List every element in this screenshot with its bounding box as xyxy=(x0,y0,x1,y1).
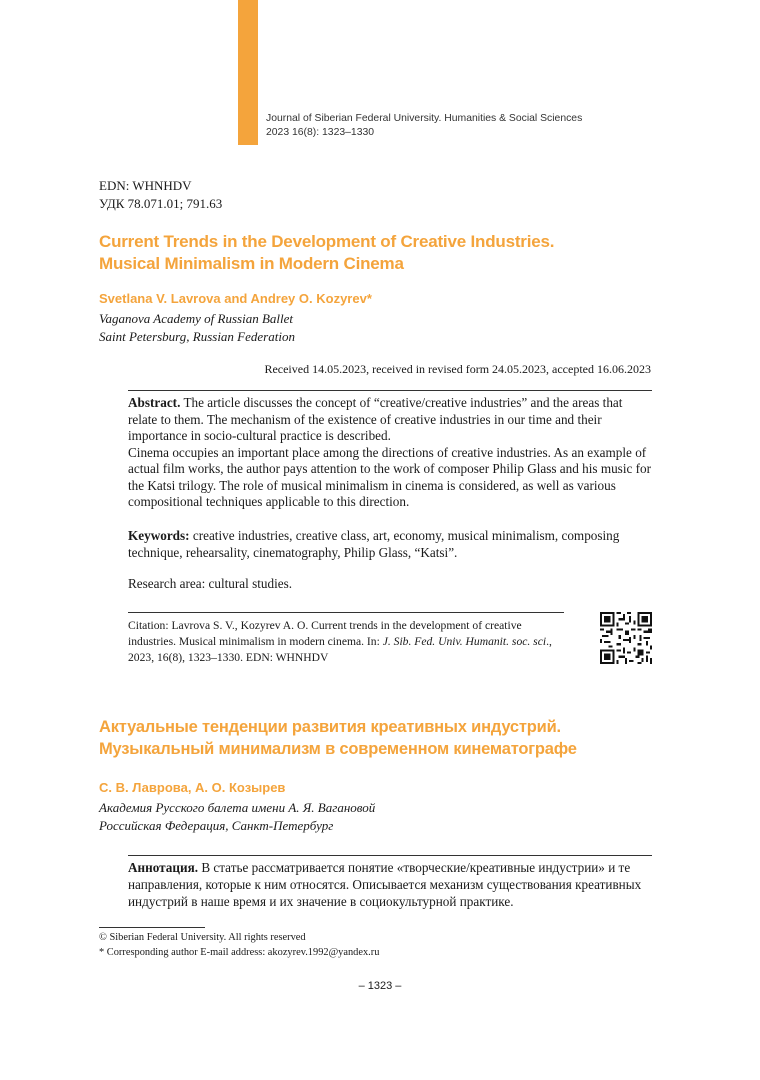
keywords-en xyxy=(128,528,652,561)
authors-en: Svetlana V. Lavrova and Andrey O. Kozyrev* xyxy=(99,291,372,306)
article-title-ru xyxy=(99,716,679,760)
affiliation-en-location: Saint Petersburg, Russian Federation xyxy=(99,329,295,344)
abstract-ru-label: Аннотация. xyxy=(128,860,199,875)
journal-name: Journal of Siberian Federal University. Humanities & Social Sciences xyxy=(266,113,583,124)
abstract-ru-top-rule xyxy=(128,855,652,856)
page-number: – 1323 – xyxy=(358,980,402,992)
abstract-en-p2: Cinema occupies an important place among the directions of creative industries. As an example of actual film works, the author pays attention to the work of composer Philip Glass and his music for the Katsi trilogy. The role of musical minimalism in cinema is considered, as well as various compositional techniques applicable to this direction. xyxy=(128,444,652,509)
article-title-en xyxy=(99,231,659,275)
citation-journal: J. Sib. Fed. Univ. Humanit. soc. sci xyxy=(382,635,547,648)
copyright-note: © Siberian Federal University. All rights reserved xyxy=(99,932,306,943)
affiliation-ru-institution: Академия Русского балета имени А. Я. Вагановой xyxy=(99,800,376,815)
abstract-ru-text: В статье рассматривается понятие «творческие/креативные индустрии» и те направления, которые к ним относятся. Описывается механизм существования креативных индустрий в наше время и их значение в социокультурной практике. xyxy=(128,860,642,909)
journal-header xyxy=(266,112,582,139)
title-ru-line-1: Актуальные тенденции развития креативных индустрий. xyxy=(99,718,561,736)
citation xyxy=(128,618,568,666)
abstract-en xyxy=(128,395,652,511)
journal-issue: 2023 16(8): 1323–1330 xyxy=(266,126,375,138)
affiliation-ru-location: Российская Федерация, Санкт-Петербург xyxy=(99,818,334,833)
citation-top-rule xyxy=(128,612,564,613)
footnotes xyxy=(99,930,379,960)
keywords-label: Keywords: xyxy=(128,528,190,543)
received-dates: Received 14.05.2023, received in revised form 24.05.2023, accepted 16.06.2023 xyxy=(264,362,651,376)
article-meta xyxy=(99,177,222,212)
journal-accent-bar xyxy=(238,0,258,145)
citation-suffix: ., 2023, 16(8), 1323–1330. EDN: WHNHDV xyxy=(128,635,552,664)
abstract-ru xyxy=(128,859,652,910)
title-en-line-1: Current Trends in the Development of Creative Industries. xyxy=(99,232,555,251)
affiliation-ru xyxy=(99,799,375,835)
abstract-en-label: Abstract. xyxy=(128,395,181,410)
keywords-text: creative industries, creative class, art, economy, musical minimalism, composing technique, rehearsality, cinematography, Philip Glass, “Katsi”. xyxy=(128,528,620,560)
affiliation-en-institution: Vaganova Academy of Russian Ballet xyxy=(99,311,294,326)
corresponding-author-note: * Corresponding author E-mail address: akozyrev.1992@yandex.ru xyxy=(99,947,380,958)
udk-code: УДК 78.071.01; 791.63 xyxy=(99,195,223,211)
citation-prefix: Citation: Lavrova S. V., Kozyrev A. O. Current trends in the development of creative industries. Musical minimalism in modern cinema. In: xyxy=(128,619,522,648)
qr-code-icon xyxy=(600,612,652,664)
footnote-rule xyxy=(99,927,205,928)
authors-ru: С. В. Лаврова, А. О. Козырев xyxy=(99,780,286,795)
abstract-top-rule xyxy=(128,390,652,391)
edn-code: EDN: WHNHDV xyxy=(99,178,192,193)
title-en-line-2: Musical Minimalism in Modern Cinema xyxy=(99,254,404,273)
abstract-en-p1: The article discusses the concept of “creative/creative industries” and the areas that relate to them. The mechanism of the existence of creative industries in our time and their importance in socio-cultural practice is described. xyxy=(128,395,623,443)
title-ru-line-2: Музыкальный минимализм в современном кинематографе xyxy=(99,740,577,758)
affiliation-en xyxy=(99,310,295,346)
research-area: Research area: cultural studies. xyxy=(128,576,293,591)
